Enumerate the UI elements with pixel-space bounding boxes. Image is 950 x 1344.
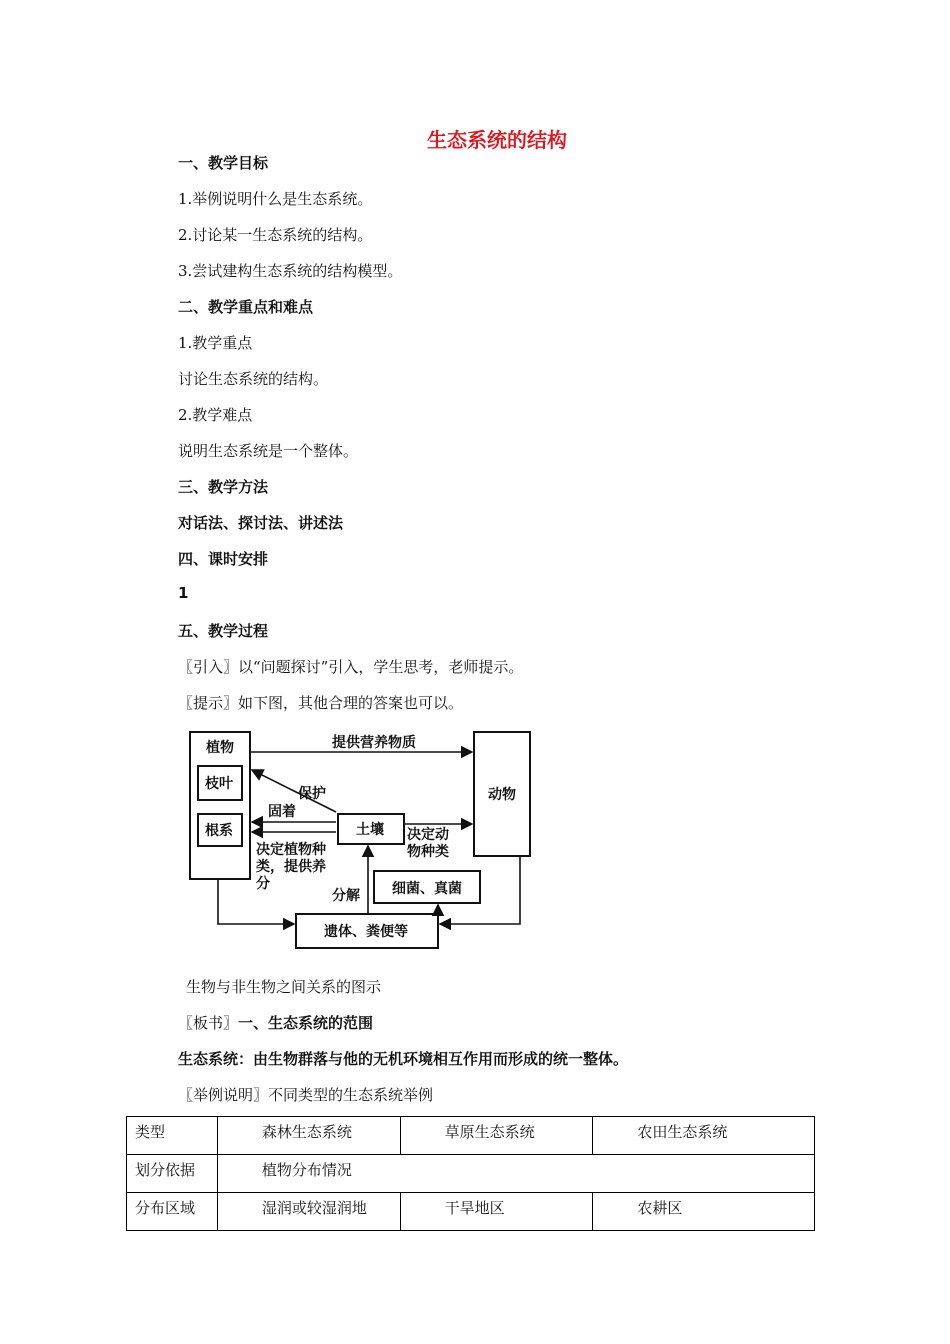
decompose-label: 分解 xyxy=(332,888,360,904)
decide-plant-line-3: 分 xyxy=(256,876,270,892)
board-line xyxy=(178,1012,373,1033)
board-heading: 一、生态系统的范围 xyxy=(238,1014,374,1032)
roots-label: 根系 xyxy=(205,823,233,839)
table-cell: 分布区域 xyxy=(127,1193,218,1231)
ecosystem-table xyxy=(126,1116,815,1231)
table-cell: 划分依据 xyxy=(127,1155,218,1193)
definition-text: 生态系统：由生物群落与他的无机环境相互作用而形成的统一整体。 xyxy=(178,1050,629,1068)
animal-label: 动物 xyxy=(488,787,516,803)
table-row xyxy=(127,1193,815,1231)
table-row xyxy=(127,1117,815,1155)
key-point-label: 1.教学重点 xyxy=(178,334,253,352)
difficulty-label: 2.教学难点 xyxy=(178,406,253,424)
key-point-text: 讨论生态系统的结构。 xyxy=(178,370,329,388)
difficulty-text: 说明生态系统是一个整体。 xyxy=(178,442,359,460)
table-cell: 农田生态系统 xyxy=(593,1117,815,1155)
board-prefix: 〖板书〗 xyxy=(178,1014,239,1032)
diagram-caption: 生物与非生物之间关系的图示 xyxy=(186,978,382,996)
section-heading-schedule: 四、课时安排 xyxy=(178,550,269,568)
protect-label: 保护 xyxy=(298,786,326,802)
page-title: 生态系统的结构 xyxy=(427,128,567,152)
section-heading-process: 五、教学过程 xyxy=(178,622,269,640)
schedule-text: 1 xyxy=(178,584,189,602)
table-cell: 草原生态系统 xyxy=(400,1117,593,1155)
fix-label: 固着 xyxy=(268,804,296,820)
decide-plant-line-1: 决定植物种 xyxy=(256,842,326,858)
section-heading-methods: 三、教学方法 xyxy=(178,478,269,496)
intro-text: 〖引入〗以“问题探讨”引入，学生思考，老师提示。 xyxy=(178,658,524,676)
section-heading-goals: 一、教学目标 xyxy=(178,154,269,172)
remains-label: 遗体、粪便等 xyxy=(324,924,408,940)
leaves-label: 枝叶 xyxy=(205,776,233,792)
table-cell: 森林生态系统 xyxy=(217,1117,400,1155)
section-heading-focus: 二、教学重点和难点 xyxy=(178,298,314,316)
relationship-diagram xyxy=(186,728,536,950)
goal-item-1: 1.举例说明什么是生态系统。 xyxy=(178,190,373,208)
soil-label: 土壤 xyxy=(356,822,384,838)
table-cell: 湿润或较湿润地 xyxy=(217,1193,400,1231)
goal-item-3: 3.尝试建构生态系统的结构模型。 xyxy=(178,262,403,280)
table-cell: 干旱地区 xyxy=(400,1193,593,1231)
table-row xyxy=(127,1155,815,1193)
decide-plant-line-2: 类，提供养 xyxy=(256,859,326,875)
methods-text: 对话法、探讨法、讲述法 xyxy=(178,514,344,532)
hint-text: 〖提示〗如下图，其他合理的答案也可以。 xyxy=(178,694,464,712)
plant-label: 植物 xyxy=(206,740,234,756)
table-cell: 农耕区 xyxy=(593,1193,815,1231)
table-cell: 类型 xyxy=(127,1117,218,1155)
example-label: 〖举例说明〗不同类型的生态系统举例 xyxy=(178,1086,434,1104)
microbes-label: 细菌、真菌 xyxy=(392,881,462,897)
decide-animal-line-2: 物种类 xyxy=(407,844,449,860)
decide-animal-line-1: 决定动 xyxy=(407,827,449,843)
nutrients-label: 提供营养物质 xyxy=(332,735,416,751)
table-cell: 植物分布情况 xyxy=(217,1155,814,1193)
goal-item-2: 2.讨论某一生态系统的结构。 xyxy=(178,226,373,244)
